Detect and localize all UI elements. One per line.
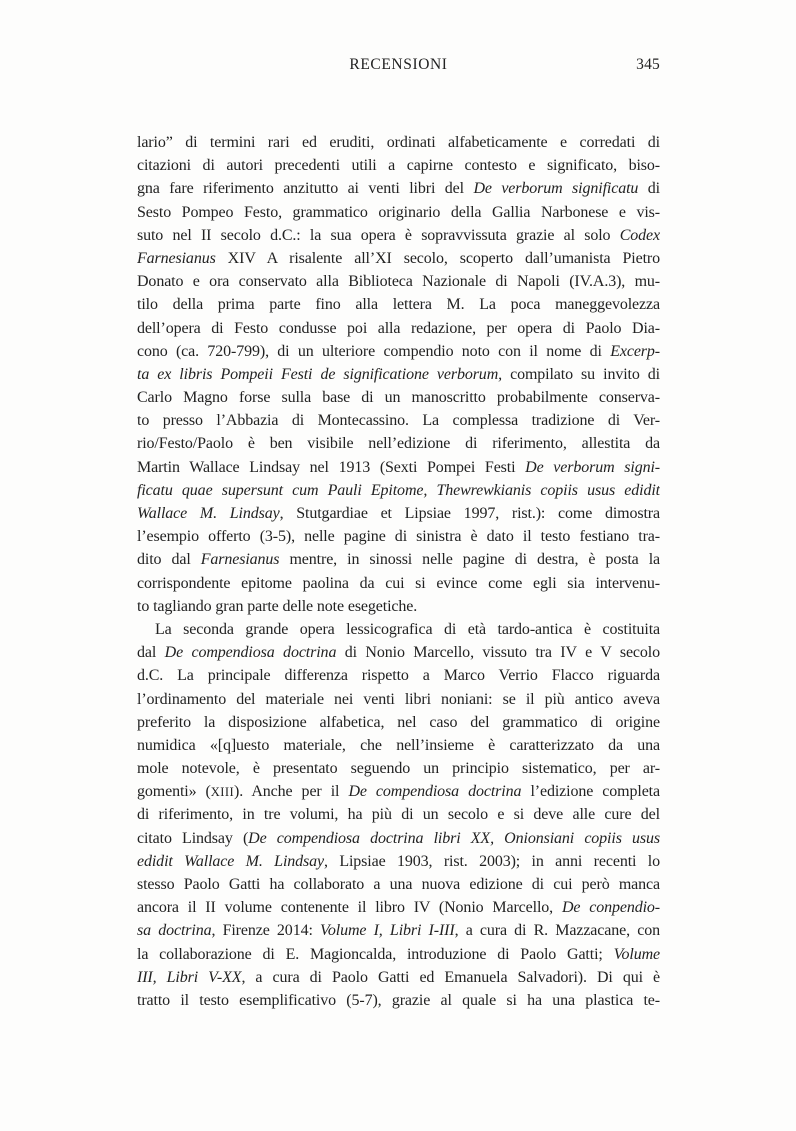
text-line: [137, 201, 660, 224]
text-line: [137, 154, 660, 177]
text-run: Martin Wallace Lindsay nel 1913 (Sexti Pompei Festi: [137, 458, 526, 476]
text-line: [137, 989, 660, 1012]
text-run: compilato su invito di: [502, 365, 660, 383]
text-line: [137, 224, 660, 247]
text-run: , Lipsiae 1903, rist. 2003); in anni recenti lo: [324, 852, 660, 870]
italic-text-run: De compendiosa doctrina libri XX, Onionsiani copiis usus: [248, 829, 660, 847]
italic-text-run: De verborum signi-: [525, 458, 660, 476]
text-run: numidica «[q]uesto materiale, che nell’insieme è caratterizzato da una: [137, 736, 660, 754]
text-line: [137, 757, 660, 780]
text-run: d.C. La principale differenza rispetto a Marco Verrio Flacco riguarda: [137, 667, 660, 685]
italic-text-run: Volume: [613, 945, 660, 963]
text-run: cono (ca. 720-799), di un ulteriore compendio noto con il nome di: [137, 342, 611, 360]
text-run: tratto il testo esemplificativo (5-7), grazie al quale si ha una plastica te-: [137, 991, 660, 1009]
text-line: [137, 293, 660, 316]
text-line: [137, 780, 660, 803]
text-run: dito dal: [137, 551, 201, 569]
text-line: [137, 177, 660, 200]
text-line: [137, 966, 660, 989]
text-line: [137, 386, 660, 409]
text-run: , Stutgardiae et Lipsiae 1997, rist.): come dimostra: [279, 505, 660, 522]
text-run: to tagliando gran parte delle note esegetiche.: [137, 597, 418, 615]
text-line: [137, 456, 660, 479]
italic-text-run: Codex: [619, 226, 660, 244]
italic-text-run: ta ex libris Pompeii Festi de significatione verborum,: [137, 365, 503, 383]
italic-text-run: Farnesianus: [200, 551, 280, 569]
text-line: [137, 363, 660, 386]
text-line: [137, 247, 660, 270]
text-run: to presso l’Abbazia di Montecassino. La complessa tradizione di Ver-: [137, 412, 660, 430]
italic-text-run: Wallace M. Lindsay: [137, 505, 280, 522]
text-line: [137, 688, 660, 711]
text-run: l’ordinamento del materiale nei venti libri noniani: se il più antico aveva: [137, 690, 660, 708]
italic-text-run: De compendiosa doctrina: [164, 644, 337, 662]
text-line: [137, 850, 660, 873]
text-line: [137, 479, 660, 502]
text-line: [137, 131, 660, 154]
text-run: dal: [137, 644, 165, 662]
text-run: l’edizione completa: [521, 783, 660, 801]
text-block: [137, 131, 660, 1012]
running-head-title: RECENSIONI: [349, 56, 448, 73]
text-run: Carlo Magno forse sulla base di un manoscritto probabilmente conserva-: [137, 389, 660, 407]
italic-text-run: III, Libri V-XX: [137, 968, 242, 986]
italic-text-run: Excerp-: [610, 342, 660, 360]
text-line: [137, 919, 660, 942]
running-head: [137, 56, 660, 76]
italic-text-run: ficatu quae supersunt cum Pauli Epitome, Thewrewkianis copiis usus edidit: [137, 481, 660, 499]
text-run: rio/Festo/Paolo è ben visibile nell’edizione di riferimento, allestita da: [137, 435, 660, 453]
text-line: [137, 827, 660, 850]
text-line: [137, 317, 660, 340]
text-run: ). Anche per il: [234, 783, 349, 801]
page-number: 345: [636, 56, 660, 73]
text-run: tilo della prima parte fino alla lettera M. La poca maneggevolezza: [137, 296, 660, 314]
text-run: , a cura di Paolo Gatti ed Emanuela Salvadori). Di qui è: [241, 968, 660, 986]
text-line: [137, 595, 660, 618]
text-run: la collaborazione di E. Magioncalda, introduzione di Paolo Gatti;: [137, 945, 614, 963]
text-run: XIV A risalente all’XI secolo, scoperto dall’umanista Pietro: [215, 249, 660, 267]
text-line: [137, 711, 660, 734]
italic-text-run: De verborum significatu: [473, 180, 639, 198]
text-run: Sesto Pompeo Festo, grammatico originario della Gallia Narbonese e vis-: [137, 203, 660, 221]
text-line: [137, 548, 660, 571]
text-line: [137, 270, 660, 293]
text-run: lario” di termini rari ed eruditi, ordinati alfabeticamente e corredati di: [137, 134, 660, 151]
text-run: mole notevole, è presentato seguendo un principio sistematico, per ar-: [137, 760, 660, 778]
text-line: [137, 734, 660, 757]
italic-text-run: De compendiosa doctrina: [348, 783, 522, 801]
text-line: [137, 943, 660, 966]
text-run: corrispondente epitome paolina da cui si evince come egli sia intervenu-: [137, 574, 660, 592]
text-line: [137, 641, 660, 664]
text-run: di riferimento, in tre volumi, ha più di un secolo e si deve alle cure del: [137, 806, 660, 824]
text-line: [137, 803, 660, 826]
text-run: citato Lindsay (: [137, 829, 249, 847]
text-line: [137, 572, 660, 595]
text-line: [137, 340, 660, 363]
text-line: [137, 664, 660, 687]
text-run: , a cura di R. Mazzacane, con: [454, 922, 660, 940]
text-run: mentre, in sinossi nelle pagine di destra, è posta la: [279, 551, 660, 569]
smallcaps-text-run: XIII: [210, 785, 235, 800]
text-run: gomenti» (: [137, 783, 211, 801]
italic-text-run: De conpendio-: [561, 899, 660, 917]
italic-text-run: sa doctrina: [137, 922, 212, 940]
text-run: citazioni di autori precedenti utili a capirne contesto e significato, biso-: [137, 157, 660, 175]
italic-text-run: Farnesianus: [137, 249, 216, 267]
text-run: stesso Paolo Gatti ha collaborato a una nuova edizione di cui però manca: [137, 876, 660, 893]
text-run: suto nel II secolo d.C.: la sua opera è sopravvissuta grazie al solo: [137, 226, 620, 244]
text-run: , Firenze 2014:: [211, 922, 320, 940]
text-line: [137, 618, 660, 641]
text-line: [137, 873, 660, 896]
text-line: [137, 896, 660, 919]
italic-text-run: edidit Wallace M. Lindsay: [137, 852, 325, 870]
text-run: dell’opera di Festo condusse poi alla redazione, per opera di Paolo Dia-: [137, 319, 660, 337]
text-line: [137, 502, 660, 525]
text-line: [137, 525, 660, 548]
text-run: ancora il II volume contenente il libro IV (Nonio Marcello,: [137, 899, 562, 917]
text-line: [137, 432, 660, 455]
text-run: di: [638, 180, 660, 198]
text-run: Donato e ora conservato alla Biblioteca Nazionale di Napoli (IV.A.3), mu-: [137, 273, 660, 291]
italic-text-run: Volume I, Libri I-III: [320, 922, 455, 940]
text-run: La seconda grande opera lessicografica di età tardo-antica è costituita: [155, 620, 660, 638]
text-line: [137, 409, 660, 432]
text-run: preferito la disposizione alfabetica, nel caso del grammatico di origine: [137, 713, 660, 731]
text-run: l’esempio offerto (3-5), nelle pagine di sinistra è dato il testo festiano tra-: [137, 528, 660, 546]
text-run: gna fare riferimento anzitutto ai venti libri del: [137, 180, 474, 198]
text-run: di Nonio Marcello, vissuto tra IV e V secolo: [336, 644, 660, 662]
